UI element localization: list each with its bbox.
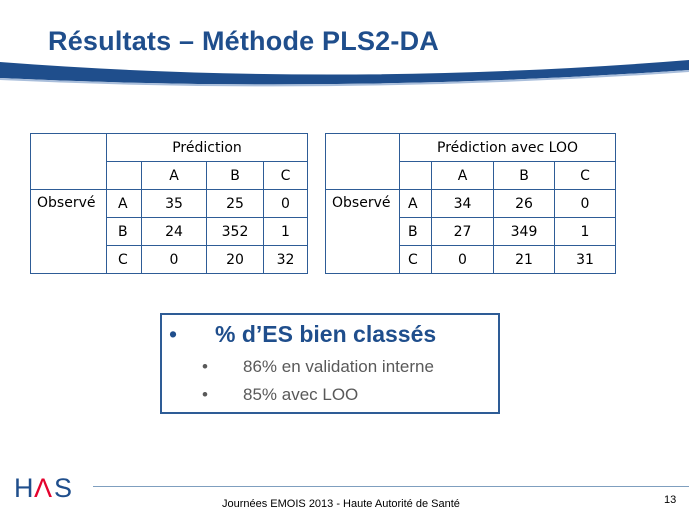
table-header: Prédiction avec LOO <box>400 134 616 162</box>
table-cell: 35 <box>142 190 207 218</box>
empty-cell <box>400 162 432 190</box>
table-row <box>326 190 616 218</box>
column-header: C <box>264 162 308 190</box>
svg-text:H: H <box>14 473 36 502</box>
column-header: C <box>555 162 616 190</box>
summary-item-text: 85% avec LOO <box>243 385 359 404</box>
table-cell: 27 <box>432 218 494 246</box>
table-cell: 1 <box>264 218 308 246</box>
table-cell: 24 <box>142 218 207 246</box>
confusion-matrix-prediction-loo <box>325 133 616 274</box>
page-number: 13 <box>664 494 677 506</box>
row-label: C <box>107 246 142 274</box>
footer-text: Journées EMOIS 2013 - Haute Autorité de Santé <box>222 498 460 510</box>
table-cell: 349 <box>494 218 555 246</box>
row-label: C <box>400 246 432 274</box>
summary-heading: % d’ES bien classés <box>215 321 437 347</box>
empty-corner-cell <box>326 134 400 190</box>
confusion-matrix-prediction <box>30 133 308 274</box>
table-cell: 0 <box>142 246 207 274</box>
row-group-label: Observé <box>31 190 107 274</box>
bullet-icon: • <box>202 357 208 376</box>
table-cell: 352 <box>207 218 264 246</box>
empty-corner-cell <box>31 134 107 190</box>
table-cell: 34 <box>432 190 494 218</box>
bullet-icon: • <box>169 321 178 347</box>
has-logo <box>14 472 78 502</box>
table-row <box>31 190 308 218</box>
table-cell: 0 <box>432 246 494 274</box>
column-header: B <box>207 162 264 190</box>
table-cell: 1 <box>555 218 616 246</box>
row-label: B <box>400 218 432 246</box>
table-cell: 26 <box>494 190 555 218</box>
table-cell: 21 <box>494 246 555 274</box>
table-cell: 32 <box>264 246 308 274</box>
row-label: B <box>107 218 142 246</box>
summary-box <box>160 313 500 414</box>
table-cell: 0 <box>555 190 616 218</box>
table-cell: 0 <box>264 190 308 218</box>
footer-divider <box>93 486 689 487</box>
column-header: A <box>432 162 494 190</box>
svg-text:Λ: Λ <box>34 473 53 502</box>
table-header: Prédiction <box>107 134 308 162</box>
slide-title: Résultats – Méthode PLS2-DA <box>48 26 439 56</box>
table-cell: 20 <box>207 246 264 274</box>
row-label: A <box>400 190 432 218</box>
column-header: A <box>142 162 207 190</box>
row-group-label: Observé <box>326 190 400 274</box>
bullet-icon: • <box>202 385 208 404</box>
svg-text:S: S <box>54 473 73 502</box>
header-swoosh <box>0 58 689 92</box>
row-label: A <box>107 190 142 218</box>
table-cell: 25 <box>207 190 264 218</box>
column-header: B <box>494 162 555 190</box>
summary-item-text: 86% en validation interne <box>243 357 434 376</box>
empty-cell <box>107 162 142 190</box>
table-cell: 31 <box>555 246 616 274</box>
